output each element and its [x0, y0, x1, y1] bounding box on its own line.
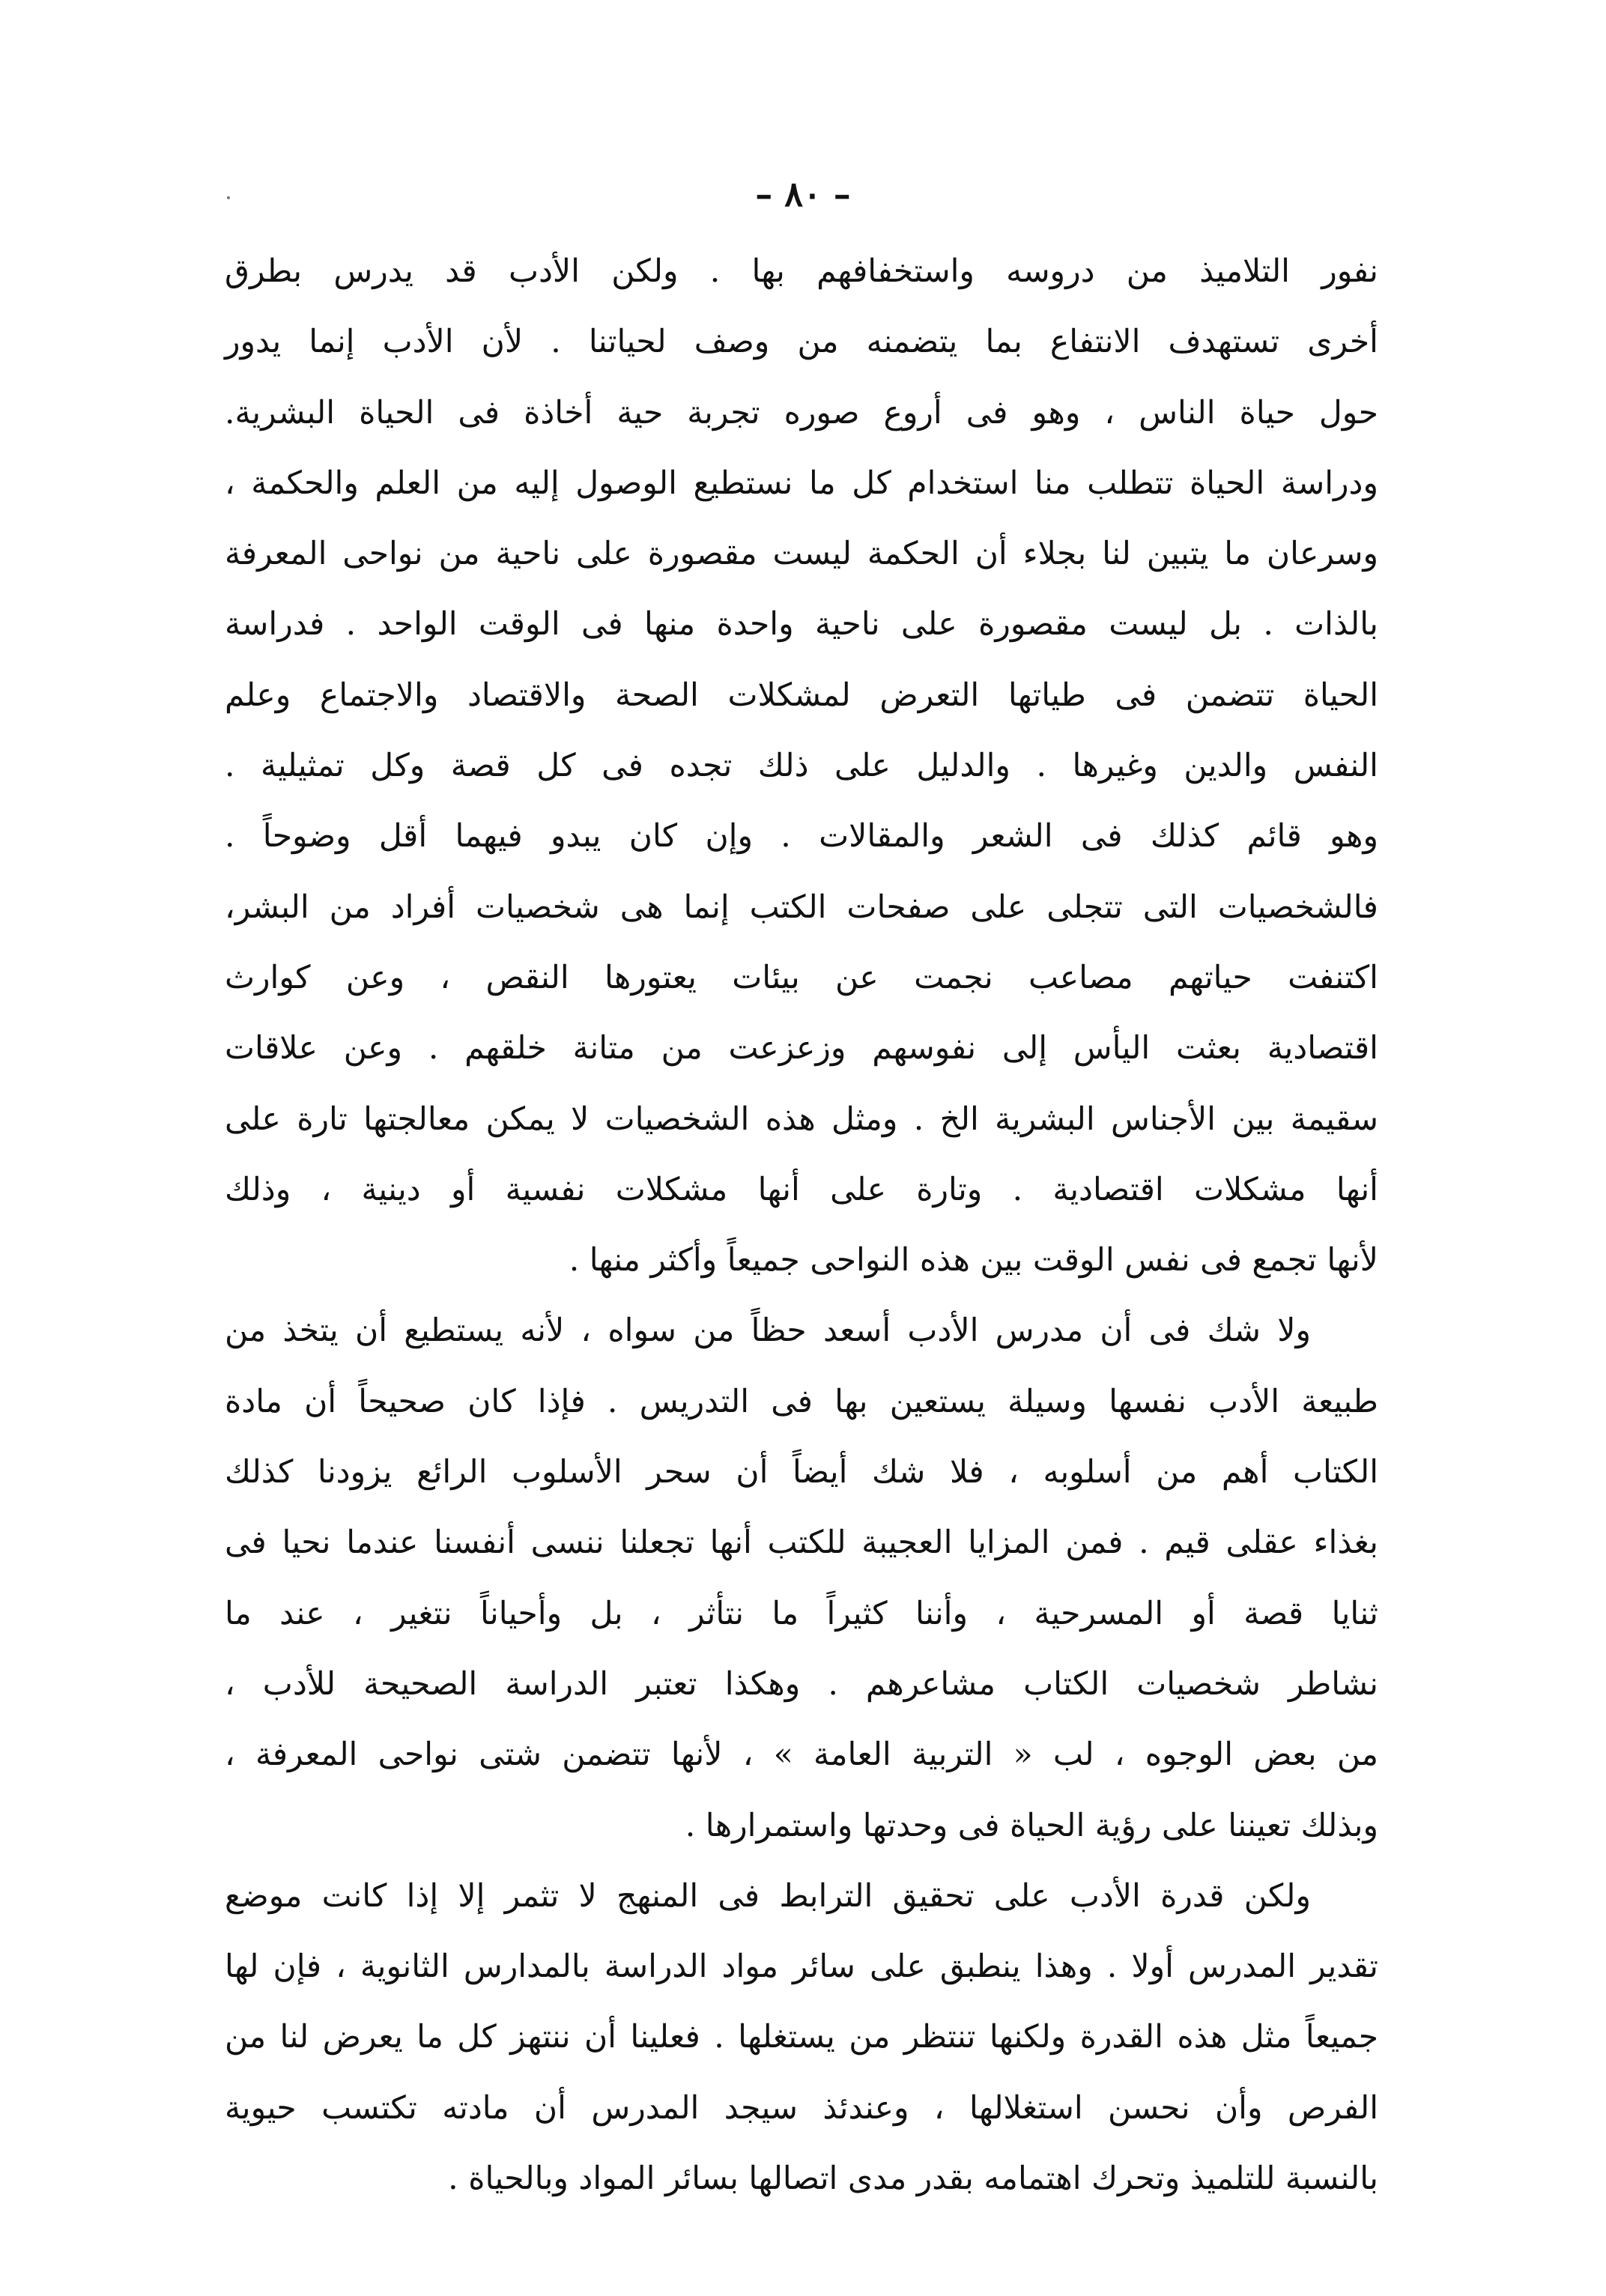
text-line: جميعاً مثل هذه القدرة ولكنها تنتظر من يستغلها . فعلينا أن ننتهز كل ما يعرض لنا من — [225, 2019, 1378, 2056]
text-line: بالنسبة للتلميذ وتحرك اهتمامه بقدر مدى اتصالها بسائر المواد وبالحياة . — [448, 2160, 1378, 2198]
text-line: طبيعة الأدب نفسها وسيلة يستعين بها فى التدريس . فإذا كان صحيحاً أن مادة — [225, 1383, 1378, 1420]
text-line: ولكن قدرة الأدب على تحقيق الترابط فى المنهج لا تثمر إلا إذا كانت موضع — [225, 1877, 1311, 1915]
text-line: بغذاء عقلى قيم . فمن المزايا العجيبة للكتب أنها تجعلنا ننسى أنفسنا عندما نحيا فى — [225, 1524, 1378, 1562]
text-line: بالذات . بل ليست مقصورة على ناحية واحدة منها فى الوقت الواحد . فدراسة — [225, 606, 1378, 643]
page-number: – ٨٠ – — [755, 174, 851, 214]
text-line: ودراسة الحياة تتطلب منا استخدام كل ما نستطيع الوصول إليه من العلم والحكمة ، — [225, 464, 1378, 502]
text-line: اكتنفت حياتهم مصاعب نجمت عن بيئات يعتورها النقص ، وعن كوارث — [225, 959, 1378, 996]
text-line: أخرى تستهدف الانتفاع بما يتضمنه من وصف لحياتنا . لأن الأدب إنما يدور — [225, 324, 1378, 361]
text-line: أنها مشكلات اقتصادية . وتارة على أنها مشكلات نفسية أو دينية ، وذلك — [225, 1171, 1378, 1208]
text-line: من بعض الوجوه ، لب « التربية العامة » ، لأنها تتضمن شتى نواحى المعرفة ، — [225, 1736, 1378, 1774]
text-line: الحياة تتضمن فى طياتها التعرض لمشكلات الصحة والاقتصاد والاجتماع وعلم — [225, 676, 1378, 714]
text-line: وسرعان ما يتبين لنا بجلاء أن الحكمة ليست مقصورة على ناحية من نواحى المعرفة — [225, 536, 1378, 573]
text-line: الفرص وأن نحسن استغلالها ، وعندئذ سيجد المدرس أن مادته تكتسب حيوية — [225, 2089, 1378, 2127]
text-line: اقتصادية بعثت اليأس إلى نفوسهم وزعزعت من متانة خلقهم . وعن علاقات — [225, 1030, 1378, 1067]
text-line: الكتاب أهم من أسلوبه ، فلا شك أيضاً أن سحر الأسلوب الرائع يزودنا كذلك — [225, 1454, 1378, 1491]
text-line: لأنها تجمع فى نفس الوقت بين هذه النواحى جميعاً وأكثر منها . — [569, 1242, 1378, 1279]
text-line: تقدير المدرس أولا . وهذا ينطبق على سائر مواد الدراسة بالمدارس الثانوية ، فإن لها — [225, 1948, 1378, 1986]
text-line: فالشخصيات التى تتجلى على صفحات الكتب إنما هى شخصيات أفراد من البشر، — [225, 888, 1378, 926]
text-line: وهو قائم كذلك فى الشعر والمقالات . وإن كان يبدو فيهما أقل وضوحاً . — [225, 818, 1378, 855]
text-line: سقيمة بين الأجناس البشرية الخ . ومثل هذه الشخصيات لا يمكن معالجتها تارة على — [225, 1100, 1378, 1138]
text-line: حول حياة الناس ، وهو فى أروع صوره تجربة حية أخاذة فى الحياة البشرية. — [225, 394, 1378, 431]
text-line: ولا شك فى أن مدرس الأدب أسعد حظاً من سواه ، لأنه يستطيع أن يتخذ من — [225, 1312, 1311, 1350]
text-line: وبذلك تعيننا على رؤية الحياة فى وحدتها واستمرارها . — [685, 1807, 1378, 1844]
text-line: النفس والدين وغيرها . والدليل على ذلك تجده فى كل قصة وكل تمثيلية . — [225, 748, 1378, 785]
text-line: نفور التلاميذ من دروسه واستخفافهم بها . ولكن الأدب قد يدرس بطرق — [225, 253, 1378, 290]
text-line: ثنايا قصة أو المسرحية ، وأننا كثيراً ما نتأثر ، بل وأحياناً نتغير ، عند ما — [225, 1595, 1378, 1632]
body-text — [225, 237, 1378, 2214]
text-line: نشاطر شخصيات الكتاب مشاعرهم . وهكذا تعتبر الدراسة الصحيحة للأدب ، — [225, 1665, 1378, 1703]
